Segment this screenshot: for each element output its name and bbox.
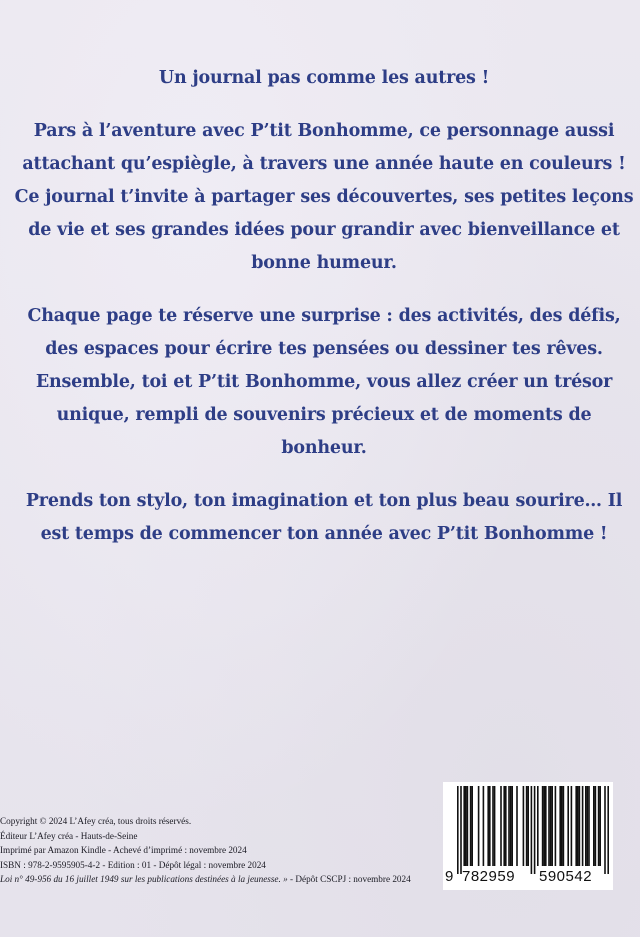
barcode-bar	[489, 786, 491, 866]
barcode-bar	[542, 786, 544, 866]
barcode-guard-bar	[460, 786, 462, 874]
barcode-bar	[595, 786, 597, 866]
legal-printed: Imprimé par Amazon Kindle - Achevé d’imprimé : novembre 2024	[0, 845, 247, 855]
blurb-paragraph-3: Prends ton stylo, ton imagination et ton plus beau sourire… Il est temps de commencer ton année avec P’tit Bonhomme !	[25, 491, 623, 544]
barcode-bar	[500, 786, 502, 866]
barcode-bar	[555, 786, 557, 866]
legal-copyright: Copyright © 2024 L’Afey créa, tous droits réservés.	[0, 816, 192, 826]
barcode-bar	[550, 786, 552, 866]
legal-notice	[0, 814, 430, 887]
barcode-bar	[505, 786, 507, 866]
barcode-bar	[571, 786, 573, 866]
barcode-bar	[582, 786, 584, 866]
barcode-bar	[561, 786, 563, 866]
barcode-bar	[563, 786, 565, 866]
barcode-bar	[511, 786, 513, 866]
back-cover-blurb	[14, 62, 634, 571]
barcode-bar	[508, 786, 510, 866]
barcode-bar	[487, 786, 489, 866]
barcode-bar	[537, 786, 539, 866]
barcode-bar	[510, 786, 512, 866]
barcode-guard-bar	[607, 786, 609, 874]
barcode-bar	[588, 786, 590, 866]
barcode-bar	[548, 786, 550, 866]
barcode-bar	[527, 786, 529, 866]
barcode-guard-bar	[457, 786, 459, 874]
barcode-bar	[598, 786, 600, 866]
barcode-guard-bar	[604, 786, 606, 874]
barcode-bar	[523, 786, 525, 866]
isbn-barcode	[443, 782, 613, 890]
barcode-bar	[516, 786, 518, 866]
blurb-paragraph-1: Pars à l’aventure avec P’tit Bonhomme, ce personnage aussi attachant qu’espiègle, à travers une année haute en couleurs ! Ce journal t’invite à partager ses découvertes, ses petites leçons de vie et ses grandes idées pour grandir avec bienveillance et bonne humeur.	[14, 121, 634, 273]
blurb-title: Un journal pas comme les autres !	[158, 68, 490, 88]
barcode-bar	[577, 786, 579, 866]
barcode-bar	[465, 786, 467, 866]
barcode-bar	[559, 786, 561, 866]
barcode-bar	[593, 786, 595, 866]
barcode-bar	[471, 786, 473, 866]
legal-law	[0, 872, 430, 887]
barcode-bar	[599, 786, 601, 866]
barcode-bar	[467, 786, 469, 866]
barcode-guard-bar	[531, 786, 533, 874]
barcode-bar	[575, 786, 577, 866]
blurb-paragraph-2: Chaque page te réserve une surprise : des activités, des défis, des espaces pour écrire tes pensées ou dessiner tes rêves. Ensemble, toi et P’tit Bonhomme, vous allez créer un trésor unique, rempli de souvenirs précieux et de moments de bonheur.	[27, 306, 621, 458]
barcode-bar	[494, 786, 496, 866]
barcode-bar	[545, 786, 547, 866]
barcode-bar	[470, 786, 472, 866]
barcode-bar	[478, 786, 480, 866]
barcode-bar	[579, 786, 581, 866]
legal-law-rest: - Dépôt CSCPJ : novembre 2024	[287, 874, 411, 884]
barcode-bar	[483, 786, 485, 866]
barcode-bar	[503, 786, 505, 866]
barcode-bar	[526, 786, 528, 866]
barcode-bar	[463, 786, 465, 866]
barcode-bar	[492, 786, 494, 866]
barcode-bar	[543, 786, 545, 866]
barcode-left-group: 782959	[462, 868, 516, 885]
legal-isbn: ISBN : 978-2-9595905-4-2 - Edition : 01 - Dépôt légal : novembre 2024	[0, 859, 266, 870]
barcode-bar	[551, 786, 553, 866]
barcode-bar	[567, 786, 569, 866]
barcode-bar	[585, 786, 587, 866]
legal-law-italic: Loi n° 49-956 du 16 juillet 1949 sur les publications destinées à la jeunesse. »	[0, 874, 288, 884]
barcode-right-group: 590542	[539, 868, 593, 885]
legal-editor: Éditeur L’Afey créa - Hauts-de-Seine	[0, 830, 138, 841]
barcode-bar	[587, 786, 589, 866]
barcode-first-digit: 9	[445, 868, 454, 885]
barcode-guard-bar	[534, 786, 536, 874]
